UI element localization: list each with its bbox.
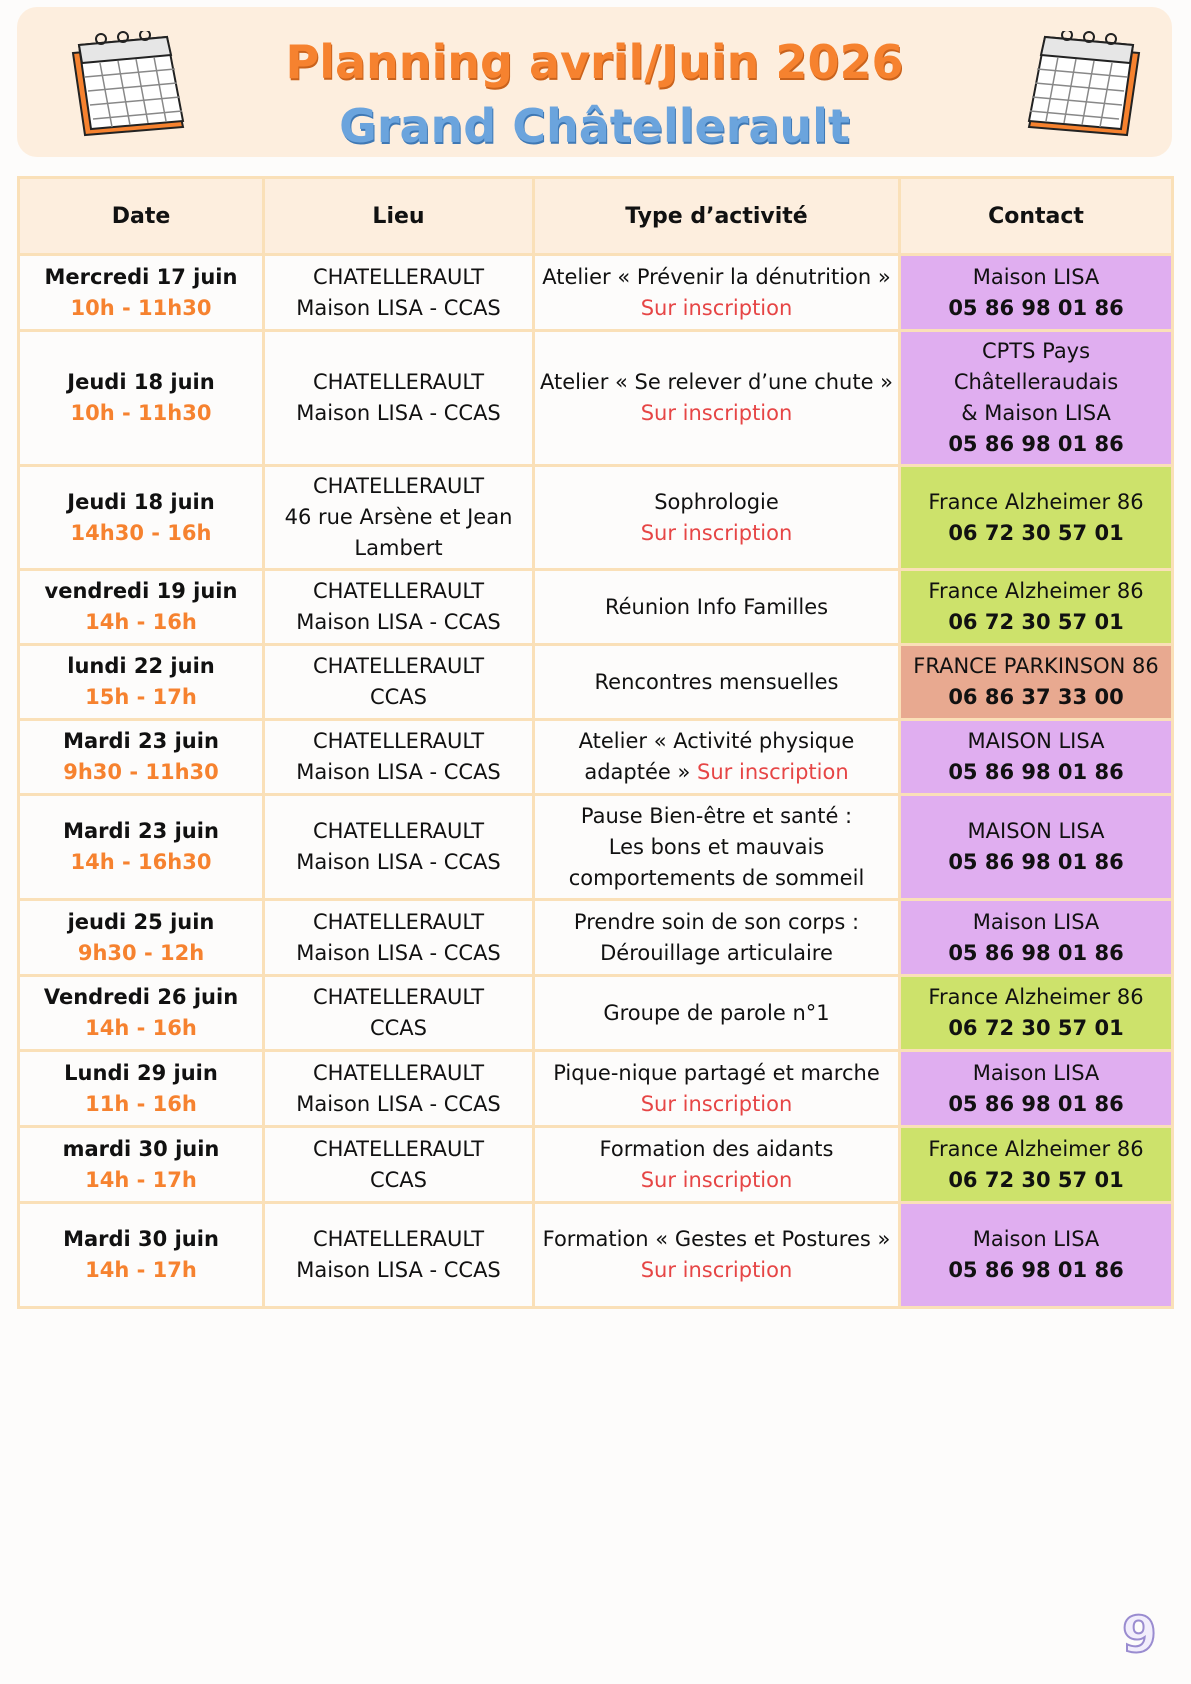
date-cell — [19, 645, 264, 720]
date-time: 14h - 16h — [85, 1016, 197, 1040]
activity-text: Rencontres mensuelles — [594, 669, 839, 694]
date-cell — [19, 900, 264, 976]
date-cell — [19, 1127, 264, 1203]
lieu-line: CHATELLERAULT — [312, 370, 485, 394]
lieu-cell — [264, 331, 534, 466]
date-time: 9h30 - 12h — [77, 940, 205, 965]
table-row — [19, 1203, 1173, 1308]
inscription-note: Sur inscription — [640, 295, 793, 320]
activity-cell — [534, 255, 900, 331]
date-day: Mardi 23 juin — [63, 729, 219, 753]
lieu-cell — [264, 900, 534, 976]
activity-cell — [534, 466, 900, 570]
column-header-date: Date — [19, 178, 264, 255]
lieu-cell — [264, 570, 534, 645]
lieu-line: Maison LISA - CCAS — [296, 850, 501, 874]
inscription-note: Sur inscription — [697, 760, 849, 784]
lieu-line: Maison LISA - CCAS — [296, 401, 501, 425]
contact-name: Maison LISA — [972, 264, 1100, 289]
contact-phone: 06 72 30 57 01 — [948, 1016, 1124, 1040]
activity-text: adaptée » — [584, 760, 691, 784]
activity-text: Pause Bien-être et santé : — [580, 803, 853, 828]
lieu-line: Maison LISA - CCAS — [296, 940, 501, 965]
activity-text: Les bons et mauvais — [608, 834, 825, 859]
lieu-line: CHATELLERAULT — [312, 909, 485, 934]
planning-table — [17, 176, 1174, 1309]
contact-cell — [900, 795, 1173, 900]
contact-name: Maison LISA — [972, 1227, 1100, 1251]
page-number: 9 — [1122, 1606, 1157, 1664]
inscription-note: Sur inscription — [640, 1091, 793, 1116]
lieu-cell — [264, 1051, 534, 1127]
contact-cell — [900, 570, 1173, 645]
table-row — [19, 570, 1173, 645]
activity-text: Formation des aidants — [599, 1136, 834, 1161]
contact-name: CPTS Pays — [981, 339, 1091, 363]
contact-phone: 05 86 98 01 86 — [948, 295, 1124, 320]
lieu-line: Lambert — [354, 536, 443, 560]
contact-cell — [900, 645, 1173, 720]
contact-cell — [900, 331, 1173, 466]
column-header-activity: Type d’activité — [534, 178, 900, 255]
activity-cell — [534, 645, 900, 720]
date-time: 9h30 - 11h30 — [63, 760, 219, 784]
table-row — [19, 1051, 1173, 1127]
activity-text: Formation « Gestes et Postures » — [542, 1227, 891, 1251]
date-time: 14h30 - 16h — [70, 520, 212, 545]
activity-text: Groupe de parole n°1 — [603, 1000, 830, 1025]
activity-text: Pique-nique partagé et marche — [553, 1060, 880, 1085]
lieu-line: CCAS — [369, 1167, 428, 1192]
lieu-line: CHATELLERAULT — [312, 264, 485, 289]
contact-name: France Alzheimer 86 — [928, 985, 1144, 1009]
contact-cell — [900, 1127, 1173, 1203]
lieu-cell — [264, 645, 534, 720]
activity-cell — [534, 570, 900, 645]
contact-phone: 05 86 98 01 86 — [948, 940, 1124, 965]
lieu-cell — [264, 255, 534, 331]
lieu-cell — [264, 976, 534, 1051]
contact-cell — [900, 900, 1173, 976]
lieu-line: Maison LISA - CCAS — [296, 760, 501, 784]
contact-phone: 06 72 30 57 01 — [948, 1167, 1124, 1192]
activity-text: Atelier « Prévenir la dénutrition » — [542, 264, 891, 289]
activity-text: Dérouillage articulaire — [600, 940, 833, 965]
activity-text: Réunion Info Familles — [604, 594, 829, 619]
table-row — [19, 900, 1173, 976]
contact-cell — [900, 466, 1173, 570]
date-cell — [19, 466, 264, 570]
date-day: lundi 22 juin — [67, 654, 215, 678]
lieu-line: CHATELLERAULT — [312, 654, 485, 678]
table-row — [19, 720, 1173, 795]
contact-name: & Maison LISA — [961, 401, 1111, 425]
contact-phone: 05 86 98 01 86 — [948, 1258, 1124, 1282]
contact-phone: 05 86 98 01 86 — [948, 850, 1124, 874]
activity-text: Prendre soin de son corps : — [573, 909, 860, 934]
header-banner — [17, 7, 1172, 157]
lieu-line: Maison LISA - CCAS — [296, 295, 501, 320]
lieu-line: 46 rue Arsène et Jean — [284, 505, 513, 529]
date-cell — [19, 255, 264, 331]
inscription-note: Sur inscription — [640, 520, 793, 545]
contact-phone: 06 72 30 57 01 — [948, 520, 1124, 545]
contact-phone: 05 86 98 01 86 — [948, 1091, 1124, 1116]
activity-text: Sophrologie — [654, 489, 779, 514]
lieu-line: CCAS — [369, 685, 428, 709]
lieu-line: Maison LISA - CCAS — [296, 1258, 501, 1282]
activity-text: Atelier « Activité physique — [578, 729, 855, 753]
date-cell — [19, 976, 264, 1051]
contact-name: France Alzheimer 86 — [928, 579, 1144, 603]
activity-cell — [534, 900, 900, 976]
date-cell — [19, 331, 264, 466]
contact-name: FRANCE PARKINSON 86 — [913, 654, 1159, 678]
column-header-contact: Contact — [900, 178, 1173, 255]
date-time: 11h - 16h — [85, 1091, 197, 1116]
lieu-line: CCAS — [369, 1016, 428, 1040]
date-time: 14h - 16h — [85, 610, 197, 634]
date-cell — [19, 1203, 264, 1308]
date-day: Lundi 29 juin — [64, 1060, 218, 1085]
date-time: 15h - 17h — [85, 685, 197, 709]
date-day: Mardi 23 juin — [63, 819, 219, 843]
table-row — [19, 1127, 1173, 1203]
contact-phone: 06 72 30 57 01 — [948, 610, 1124, 634]
lieu-line: CHATELLERAULT — [312, 1136, 485, 1161]
contact-name: Châtelleraudais — [953, 370, 1119, 394]
contact-name: MAISON LISA — [967, 729, 1105, 753]
activity-cell — [534, 795, 900, 900]
lieu-line: CHATELLERAULT — [312, 819, 485, 843]
activity-cell — [534, 331, 900, 466]
lieu-line: CHATELLERAULT — [312, 729, 485, 753]
date-time: 10h - 11h30 — [70, 401, 212, 425]
contact-cell — [900, 255, 1173, 331]
lieu-cell — [264, 1127, 534, 1203]
contact-cell — [900, 976, 1173, 1051]
table-row — [19, 645, 1173, 720]
date-cell — [19, 570, 264, 645]
inscription-note: Sur inscription — [640, 1258, 793, 1282]
contact-phone: 05 86 98 01 86 — [948, 760, 1124, 784]
lieu-line: Maison LISA - CCAS — [296, 1091, 501, 1116]
inscription-note: Sur inscription — [640, 401, 793, 425]
lieu-line: CHATELLERAULT — [312, 579, 485, 603]
table-row — [19, 466, 1173, 570]
date-day: Vendredi 26 juin — [43, 985, 239, 1009]
column-header-lieu: Lieu — [264, 178, 534, 255]
date-time: 14h - 16h30 — [70, 850, 212, 874]
table-header-row — [19, 178, 1173, 255]
date-cell — [19, 795, 264, 900]
date-time: 14h - 17h — [85, 1167, 197, 1192]
lieu-cell — [264, 1203, 534, 1308]
contact-cell — [900, 720, 1173, 795]
contact-phone: 06 86 37 33 00 — [948, 685, 1124, 709]
activity-text: Atelier « Se relever d’une chute » — [539, 370, 894, 394]
activity-cell — [534, 1051, 900, 1127]
page-subtitle: Grand Châtellerault — [339, 99, 850, 153]
contact-cell — [900, 1051, 1173, 1127]
contact-name: Maison LISA — [972, 909, 1100, 934]
contact-name: MAISON LISA — [967, 819, 1105, 843]
lieu-cell — [264, 720, 534, 795]
lieu-line: CHATELLERAULT — [312, 1227, 485, 1251]
date-cell — [19, 1051, 264, 1127]
date-day: mardi 30 juin — [62, 1136, 220, 1161]
lieu-line: CHATELLERAULT — [312, 985, 485, 1009]
lieu-line: CHATELLERAULT — [312, 474, 485, 498]
table-row — [19, 255, 1173, 331]
lieu-cell — [264, 795, 534, 900]
activity-cell — [534, 1127, 900, 1203]
date-time: 10h - 11h30 — [70, 295, 212, 320]
lieu-line: Maison LISA - CCAS — [296, 610, 501, 634]
contact-phone: 05 86 98 01 86 — [948, 432, 1124, 456]
inscription-note: Sur inscription — [640, 1167, 793, 1192]
contact-name: France Alzheimer 86 — [928, 1136, 1144, 1161]
date-day: jeudi 25 juin — [67, 909, 215, 934]
contact-name: France Alzheimer 86 — [928, 489, 1144, 514]
lieu-line: CHATELLERAULT — [312, 1060, 485, 1085]
date-cell — [19, 720, 264, 795]
calendar-icon — [1017, 31, 1157, 141]
lieu-cell — [264, 466, 534, 570]
table-row — [19, 976, 1173, 1051]
contact-name: Maison LISA — [972, 1060, 1100, 1085]
date-time: 14h - 17h — [85, 1258, 197, 1282]
date-day: vendredi 19 juin — [44, 579, 238, 603]
activity-cell — [534, 1203, 900, 1308]
activity-cell — [534, 976, 900, 1051]
activity-cell — [534, 720, 900, 795]
contact-cell — [900, 1203, 1173, 1308]
table-row — [19, 795, 1173, 900]
table-row — [19, 331, 1173, 466]
activity-text: comportements de sommeil — [568, 865, 865, 890]
date-day: Mercredi 17 juin — [44, 264, 238, 289]
page-title: Planning avril/Juin 2026 — [285, 35, 904, 89]
date-day: Mardi 30 juin — [63, 1227, 219, 1251]
date-day: Jeudi 18 juin — [67, 489, 215, 514]
date-day: Jeudi 18 juin — [67, 370, 215, 394]
